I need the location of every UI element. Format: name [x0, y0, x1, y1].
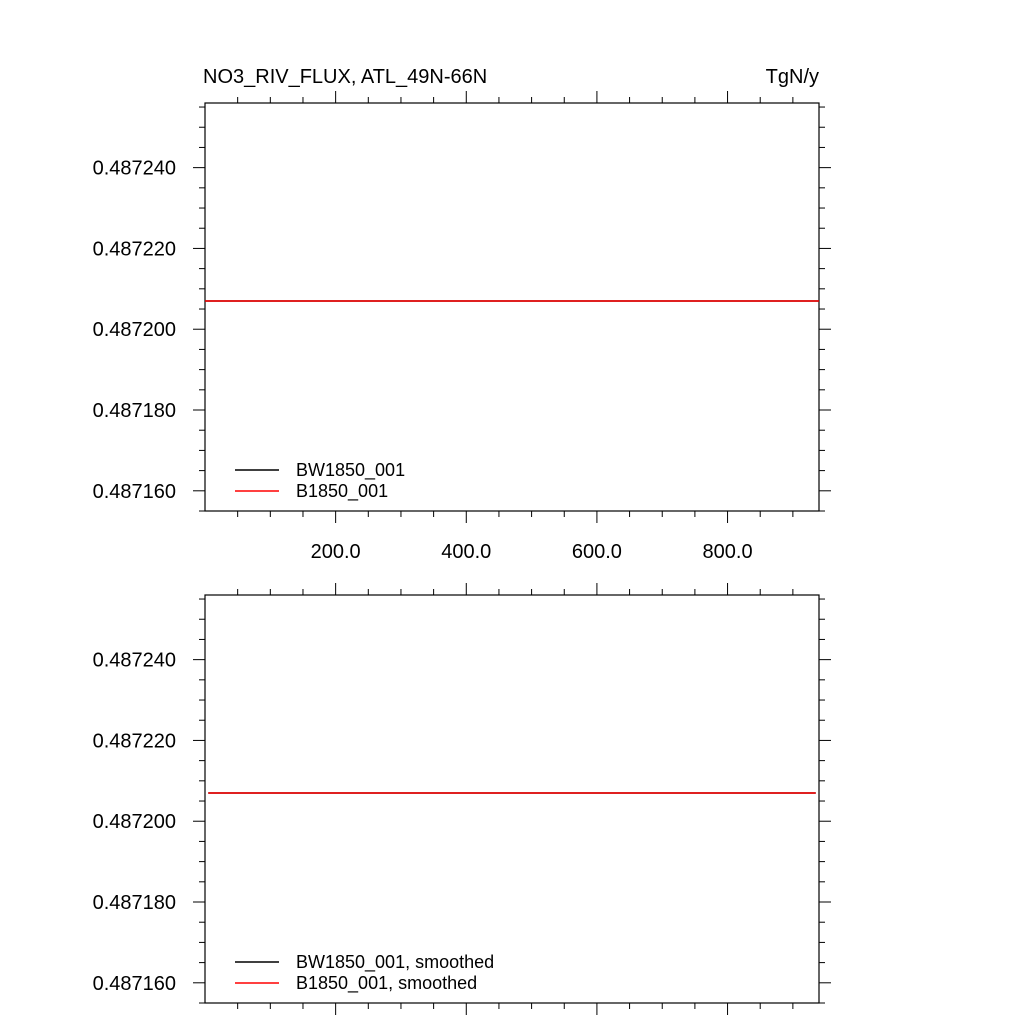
x-tick-label: 400.0	[441, 541, 492, 563]
plot-frame	[205, 103, 819, 511]
chart-panel-2	[93, 583, 831, 1015]
legend-label: BW1850_001, smoothed	[296, 952, 495, 972]
chart-units: TgN/y	[765, 66, 819, 88]
x-tick-label: 800.0	[702, 541, 753, 563]
x-tick-label: 600.0	[571, 541, 622, 563]
legend-label: B1850_001	[296, 481, 389, 501]
y-tick-label: 0.487200	[92, 319, 176, 342]
y-tick-label: 0.487160	[92, 972, 176, 995]
y-tick-label: 0.487200	[92, 811, 176, 834]
chart-panel-1	[93, 66, 831, 563]
y-tick-label: 0.487180	[92, 892, 176, 915]
y-tick-label: 0.487180	[92, 400, 176, 423]
x-tick-label: 200.0	[310, 541, 361, 563]
y-tick-label: 0.487240	[92, 649, 176, 672]
legend-label: B1850_001, smoothed	[296, 973, 478, 993]
chart-title: NO3_RIV_FLUX, ATL_49N-66N	[203, 66, 488, 88]
y-tick-label: 0.487160	[92, 480, 176, 503]
y-tick-label: 0.487240	[92, 157, 176, 180]
plot-frame	[205, 595, 819, 1003]
y-tick-label: 0.487220	[92, 238, 176, 261]
y-tick-label: 0.487220	[92, 730, 176, 753]
legend-label: BW1850_001	[296, 460, 406, 480]
